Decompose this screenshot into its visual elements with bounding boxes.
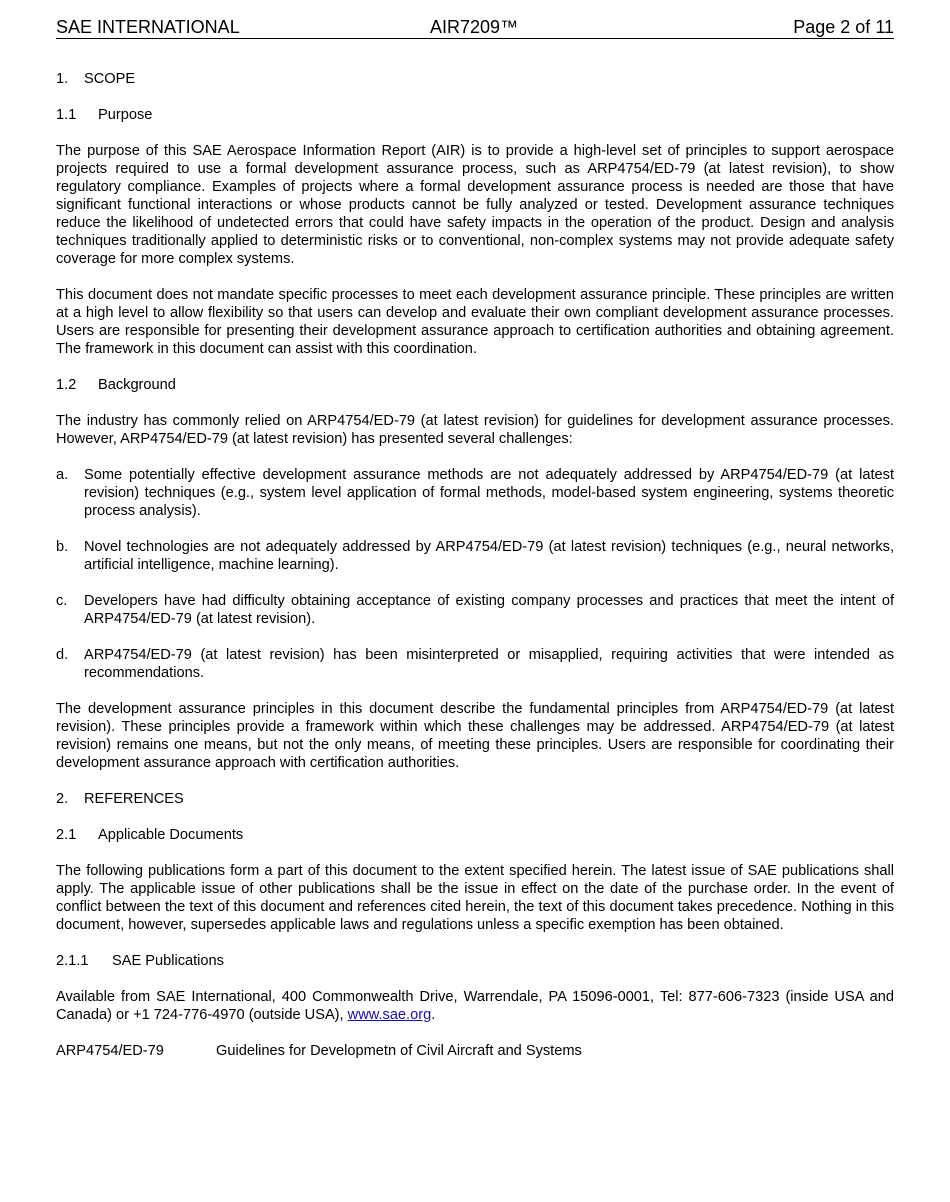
section-number: 1.1 <box>56 107 77 123</box>
reference-entry <box>56 1042 894 1060</box>
section-title: Background <box>98 377 176 393</box>
list-item-text: ARP4754/ED-79 (at latest revision) has been misinterpreted or misapplied, requiring activities that were intended as recommendations. <box>84 647 894 681</box>
section-title: Applicable Documents <box>98 827 244 843</box>
list-item-letter: a. <box>56 467 69 483</box>
section-number: 2.1 <box>56 827 77 843</box>
list-item-text: Developers have had difficulty obtaining acceptance of existing company processes and practices that meet the intent of ARP4754/ED-79 (at latest revision). <box>84 593 894 627</box>
section-title: SAE Publications <box>112 953 224 969</box>
section-number: 2.1.1 <box>56 953 89 969</box>
section-number: 1. <box>56 71 69 87</box>
section-heading-references <box>56 790 894 808</box>
header-page-number: Page 2 of 11 <box>793 17 894 37</box>
list-item <box>56 538 894 574</box>
section-heading-background <box>56 376 894 394</box>
list-item-letter: b. <box>56 539 69 555</box>
purpose-paragraph-1: The purpose of this SAE Aerospace Information Report (AIR) is to provide a high-level set of principles to support aerospace projects required to use a formal development assurance process, such as ARP4754/ED-79 (at latest revision), to show regulatory compliance. Examples of projects where a formal development assurance process is needed are those that have significant functional interactions or whose products cannot be fully analyzed or tested. Development assurance techniques reduce the likelihood of undetected errors that could have safety impacts in the operation of the product. Design and analysis techniques traditionally applied to deterministic risks or to conventional, non-complex systems may not provide adequate safety coverage for more complex systems. <box>56 143 894 267</box>
section-title: Purpose <box>98 107 153 123</box>
challenges-list <box>56 466 894 682</box>
document-body <box>56 70 894 1078</box>
section-heading-purpose <box>56 106 894 124</box>
reference-title: Guidelines for Developmetn of Civil Aircraft and Systems <box>216 1043 582 1059</box>
list-item-text: Novel technologies are not adequately addressed by ARP4754/ED-79 (at latest revision) techniques (e.g., neural networks, artificial intelligence, machine learning). <box>84 539 894 573</box>
list-item <box>56 592 894 628</box>
list-item-letter: d. <box>56 647 69 663</box>
section-title: SCOPE <box>84 71 136 87</box>
section-number: 1.2 <box>56 377 77 393</box>
section-number: 2. <box>56 791 69 807</box>
sae-publications-paragraph <box>56 988 894 1024</box>
background-paragraph-1: The industry has commonly relied on ARP4754/ED-79 (at latest revision) for guidelines for development assurance processes. However, ARP4754/ED-79 (at latest revision) has presented several challenges: <box>56 413 894 447</box>
list-item <box>56 466 894 520</box>
header-document-id: AIR7209™ <box>430 17 519 37</box>
background-paragraph-2: The development assurance principles in this document describe the fundamental principles from ARP4754/ED-79 (at latest revision). These principles provide a framework within which these challenges may be addressed. ARP4754/ED-79 (at latest revision) remains one means, but not the only means, of meeting these principles. Users are responsible for coordinating their development assurance approach with certification authorities. <box>56 701 894 771</box>
purpose-paragraph-2: This document does not mandate specific processes to meet each development assurance principle. These principles are written at a high level to allow flexibility so that users can develop and evaluate their own compliant development assurance processes. Users are responsible for presenting their development assurance approach to certification authorities and obtaining agreement. The framework in this document can assist with this coordination. <box>56 287 894 357</box>
page-header <box>56 17 894 39</box>
list-item <box>56 646 894 682</box>
applicable-documents-paragraph: The following publications form a part of this document to the extent specified herein. The latest issue of SAE publications shall apply. The applicable issue of other publications shall be the issue in effect on the date of the purchase order. In the event of conflict between the text of this document and references cited herein, the text of this document takes precedence. Nothing in this document, however, supersedes applicable laws and regulations unless a specific exemption has been obtained. <box>56 863 894 933</box>
section-heading-scope <box>56 70 894 88</box>
section-title: REFERENCES <box>84 791 184 807</box>
section-heading-applicable-documents <box>56 826 894 844</box>
sentence-end: . <box>431 1007 436 1023</box>
list-item-text: Some potentially effective development assurance methods are not adequately addressed by ARP4754/ED-79 (at latest revision) techniques (e.g., system level application of formal methods, model-based system engineering, systems theoretic process analysis). <box>84 467 894 519</box>
list-item-letter: c. <box>56 593 68 609</box>
section-heading-sae-publications <box>56 952 894 970</box>
reference-id: ARP4754/ED-79 <box>56 1043 164 1059</box>
sae-availability-text: Available from SAE International, 400 Commonwealth Drive, Warrendale, PA 15096-0001, Tel: 877-606-7323 (inside USA and Canada) or +1 724-776-4970 (outside USA), <box>56 989 894 1023</box>
sae-website-link[interactable]: www.sae.org <box>347 1007 432 1023</box>
header-organization: SAE INTERNATIONAL <box>56 17 240 37</box>
